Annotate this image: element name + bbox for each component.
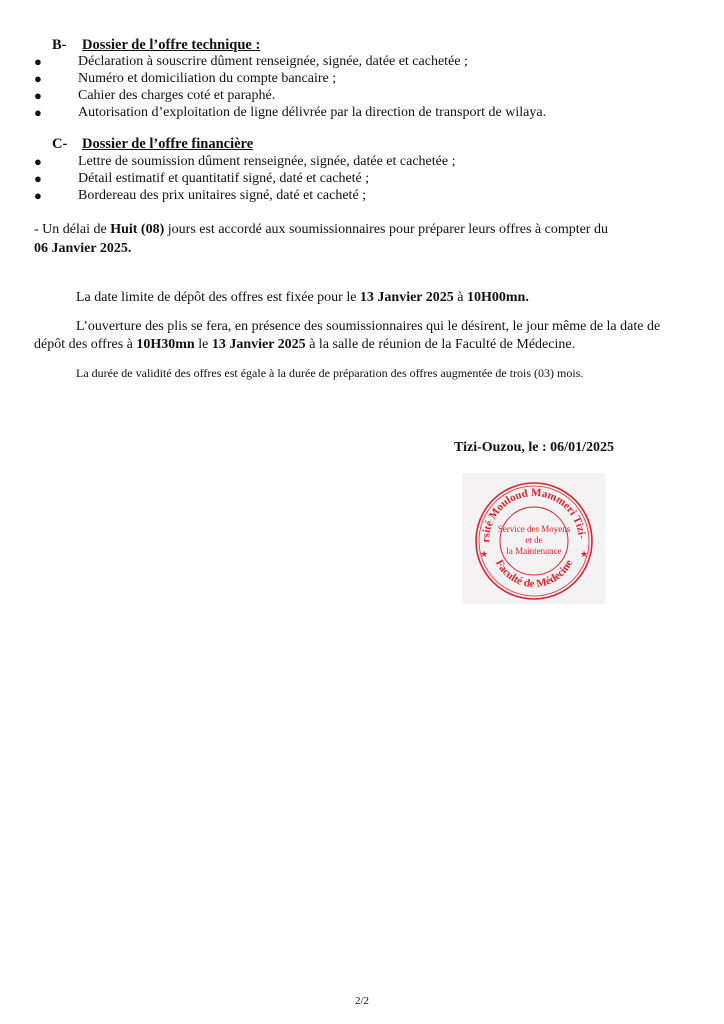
deadline-text: à <box>453 290 467 305</box>
svg-text:Faculté de Médecine <box>493 558 575 590</box>
deadline-paragraph <box>76 290 529 306</box>
delay-text: - Un délai de <box>34 222 111 237</box>
section-b-heading <box>52 37 260 54</box>
list-item <box>0 70 724 87</box>
list-item <box>0 153 724 170</box>
opening-text: dépôt des offres à <box>34 337 137 352</box>
list-item-text: Cahier des charges coté et paraphé. <box>78 88 276 103</box>
validity-paragraph: La durée de validité des offres est égale à la durée de préparation des offres augmentée de trois (03) mois. <box>76 366 584 380</box>
bullet-icon: ● <box>34 188 42 203</box>
bullet-icon: ● <box>34 154 42 169</box>
stamp-outer-text: rsité Mouloud Mammeri Tizi- <box>479 486 588 543</box>
opening-date: 13 Janvier 2025 <box>211 337 306 352</box>
list-item <box>0 53 724 70</box>
section-c-heading <box>52 136 253 153</box>
list-item <box>0 170 724 187</box>
bullet-icon: ● <box>34 71 42 86</box>
stamp-star-icon: ★ <box>479 549 489 559</box>
stamp-inner-line: et de <box>525 535 543 545</box>
opening-paragraph-line1: L’ouverture des plis se fera, en présence des soumissionnaires qui le désirent, le jour même de la date de <box>76 319 661 334</box>
section-c-title: Dossier de l’offre financière <box>82 136 254 152</box>
list-item <box>0 104 724 121</box>
list-item-text: Autorisation d’exploitation de ligne délivrée par la direction de transport de wilaya. <box>78 105 547 120</box>
section-b-letter: B- <box>52 37 67 53</box>
opening-text: le <box>194 337 212 352</box>
bullet-icon: ● <box>34 105 42 120</box>
list-item <box>0 87 724 104</box>
list-item-text: Bordereau des prix unitaires signé, daté et cacheté ; <box>78 188 367 203</box>
list-item-text: Lettre de soumission dûment renseignée, signée, datée et cachetée ; <box>78 154 456 169</box>
stamp-inner-line: la Maintenance <box>506 546 562 556</box>
delay-text: jours est accordé aux soumissionnaires pour préparer leurs offres à compter du <box>164 222 608 237</box>
bullet-icon: ● <box>34 171 42 186</box>
list-item-text: Numéro et domiciliation du compte bancaire ; <box>78 71 337 86</box>
bullet-icon: ● <box>34 54 42 69</box>
opening-paragraph-line2 <box>34 337 575 353</box>
page-number: 2/2 <box>354 995 370 1007</box>
delay-paragraph-line1 <box>34 222 608 238</box>
deadline-date: 13 Janvier 2025 <box>359 290 454 305</box>
delay-days: Huit (08) <box>110 222 165 237</box>
list-item-text: Déclaration à souscrire dûment renseignée, signée, datée et cachetée ; <box>78 54 468 69</box>
deadline-time: 10H00mn. <box>467 290 529 305</box>
stamp-bottom-text: Faculté de Médecine <box>492 557 576 591</box>
section-b-title: Dossier de l’offre technique : <box>82 37 261 53</box>
list-item-text: Détail estimatif et quantitatif signé, daté et cacheté ; <box>78 171 370 186</box>
stamp-star-icon: ★ <box>579 549 589 559</box>
signature-place-date: Tizi-Ouzou, le : 06/01/2025 <box>454 440 614 455</box>
delay-start-date: 06 Janvier 2025. <box>34 241 132 256</box>
official-stamp <box>462 473 605 604</box>
opening-text: à la salle de réunion de la Faculté de Médecine. <box>305 337 576 352</box>
bullet-icon: ● <box>34 88 42 103</box>
stamp-inner-line: Service des Moyens <box>497 524 571 534</box>
section-c-letter: C- <box>52 136 68 152</box>
opening-time: 10H30mn <box>136 337 195 352</box>
deadline-text: La date limite de dépôt des offres est fixée pour le <box>76 290 360 305</box>
list-item <box>0 187 724 204</box>
stamp-seal-icon <box>462 473 605 604</box>
delay-paragraph-line2 <box>34 241 131 257</box>
